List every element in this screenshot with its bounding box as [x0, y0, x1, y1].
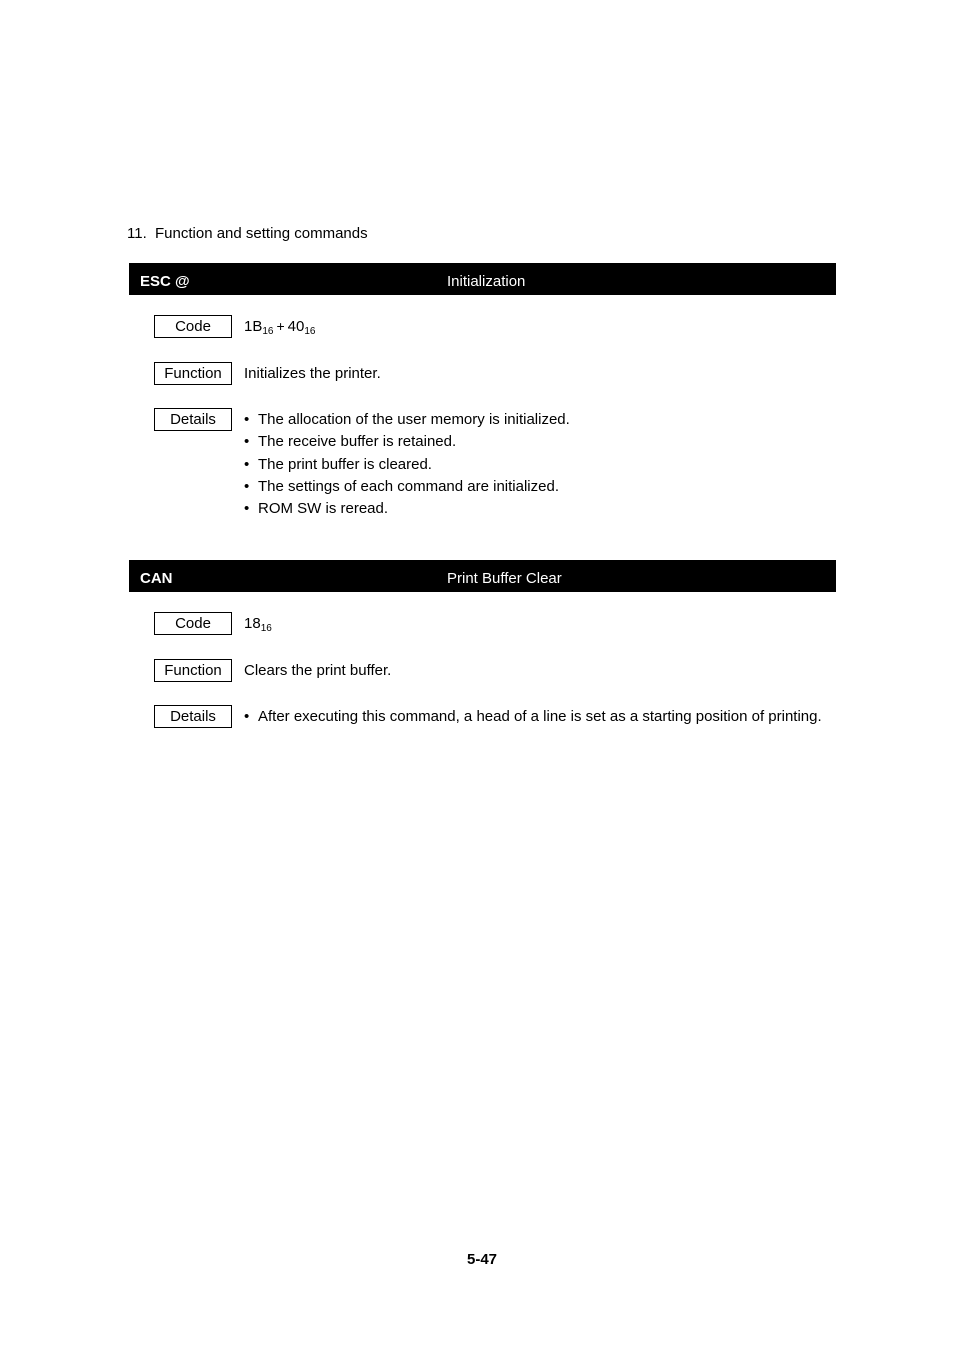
command-title: Initialization	[447, 273, 526, 290]
details-item: • The print buffer is cleared.	[244, 454, 570, 476]
command-title: Print Buffer Clear	[447, 570, 562, 587]
details-label: Details	[154, 705, 232, 728]
details-list	[244, 409, 570, 520]
code-value: $1B_{16} + 40_{16}$	[244, 318, 316, 337]
command-header-bar	[129, 560, 836, 592]
section-number: 11.	[127, 225, 147, 242]
section-title: Function and setting commands	[155, 225, 368, 242]
details-label: Details	[154, 408, 232, 431]
details-item: • The allocation of the user memory is initialized.	[244, 409, 570, 431]
details-list	[244, 707, 824, 727]
details-item: • The settings of each command are initialized.	[244, 476, 570, 498]
function-label: Function	[154, 362, 232, 385]
function-text: Clears the print buffer.	[244, 662, 392, 679]
page-number: 5-47	[466, 1251, 498, 1268]
function-text: Initializes the printer.	[244, 365, 381, 382]
details-item: • The receive buffer is retained.	[244, 431, 570, 453]
code-label: Code	[154, 315, 232, 338]
details-item: • After executing this command, a head of a line is set as a starting position of printing.	[244, 707, 824, 727]
command-name: CAN	[140, 570, 173, 587]
function-label: Function	[154, 659, 232, 682]
code-value: $18_{16}$	[244, 615, 272, 634]
command-header-bar	[129, 263, 836, 295]
details-item: • ROM SW is reread.	[244, 498, 570, 520]
section-heading	[127, 225, 368, 242]
command-name: ESC @	[140, 273, 190, 290]
code-label: Code	[154, 612, 232, 635]
